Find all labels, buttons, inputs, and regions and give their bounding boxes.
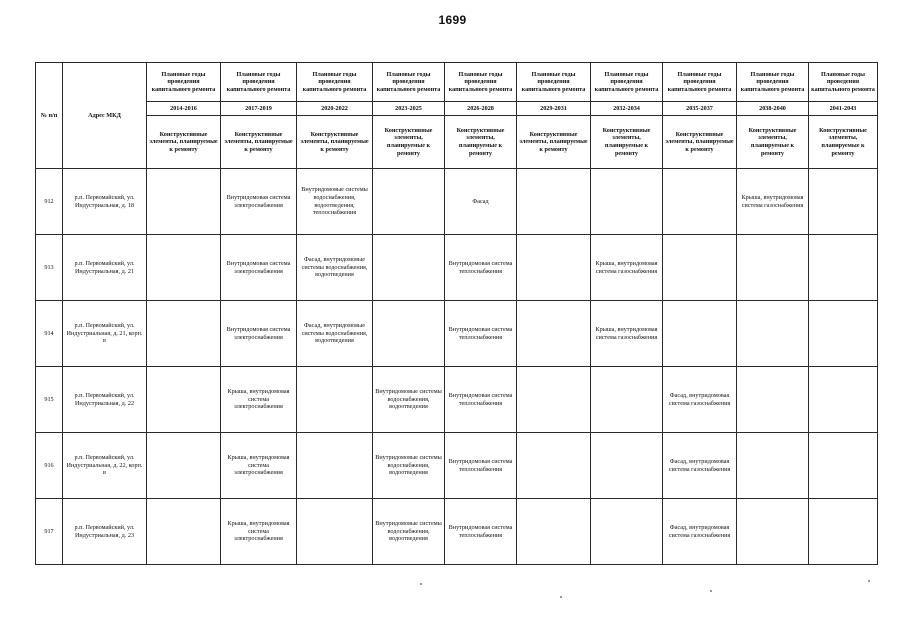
table-cell: [591, 367, 663, 433]
table-cell: Крыша, внутридомовая система электроснабжения: [221, 433, 297, 499]
table-cell: [809, 499, 878, 565]
table-cell: Внутридомовая система теплоснабжения: [445, 301, 517, 367]
period-header: Плановые годы проведения капитального ремонта: [297, 63, 373, 102]
table-cell: [373, 169, 445, 235]
table-cell: [517, 301, 591, 367]
table-cell: Крыша, внутридомовая система газоснабжения: [737, 169, 809, 235]
period-subheader: Конструктивные элементы, планируемые к ремонту: [373, 116, 445, 169]
row-number: 912: [36, 169, 63, 235]
years-row: [36, 102, 878, 116]
row-address: р.п. Первомайский, ул. Индустриальная, д. 21, корп. в: [63, 301, 147, 367]
table-cell: [737, 301, 809, 367]
table-cell: [517, 235, 591, 301]
table-cell: Крыша, внутридомовая система электроснабжения: [221, 499, 297, 565]
table-cell: [517, 169, 591, 235]
period-header: Плановые годы проведения капитального ремонта: [591, 63, 663, 102]
table-cell: Внутридомовые системы водоснабжения, водоотведения: [373, 433, 445, 499]
table-cell: Фасад, внутридомовые системы водоснабжения, водоотведения: [297, 301, 373, 367]
period-subheader: Конструктивные элементы, планируемые к ремонту: [445, 116, 517, 169]
table-cell: Внутридомовая система теплоснабжения: [445, 499, 517, 565]
table-cell: [297, 499, 373, 565]
table-cell: [591, 499, 663, 565]
row-number: 915: [36, 367, 63, 433]
subheader-row: [36, 116, 878, 169]
period-header: Плановые годы проведения капитального ремонта: [737, 63, 809, 102]
table-cell: Фасад: [445, 169, 517, 235]
table-cell: [737, 367, 809, 433]
period-years: 2029-2031: [517, 102, 591, 116]
row-address: р.п. Первомайский, ул. Индустриальная, д. 21: [63, 235, 147, 301]
period-subheader: Конструктивные элементы, планируемые к ремонту: [737, 116, 809, 169]
table-cell: [373, 301, 445, 367]
table-cell: Крыша, внутридомовая система газоснабжения: [591, 235, 663, 301]
table-cell: Фасад, внутридомовая система газоснабжения: [663, 367, 737, 433]
capital-repair-table: [35, 62, 878, 565]
table-row: [36, 301, 878, 367]
table-cell: [737, 433, 809, 499]
table-cell: [809, 169, 878, 235]
table-cell: [737, 499, 809, 565]
table-cell: [147, 367, 221, 433]
table-cell: [297, 433, 373, 499]
period-header: Плановые годы проведения капитального ремонта: [663, 63, 737, 102]
period-years: 2026-2028: [445, 102, 517, 116]
table-cell: [663, 235, 737, 301]
table-cell: Внутридомовая система теплоснабжения: [445, 367, 517, 433]
table-cell: Внутридомовые системы водоснабжения, водоотведения: [373, 367, 445, 433]
table-cell: [517, 367, 591, 433]
table-cell: [663, 301, 737, 367]
table-row: [36, 169, 878, 235]
table-cell: [147, 499, 221, 565]
period-header: Плановые годы проведения капитального ремонта: [147, 63, 221, 102]
period-header: Плановые годы проведения капитального ремонта: [517, 63, 591, 102]
row-number: 917: [36, 499, 63, 565]
table-cell: Внутридомовая система электроснабжения: [221, 301, 297, 367]
table-cell: Внутридомовая система теплоснабжения: [445, 433, 517, 499]
period-header: Плановые годы проведения капитального ремонта: [445, 63, 517, 102]
table-cell: Крыша, внутридомовая система газоснабжения: [591, 301, 663, 367]
period-years: 2017-2019: [221, 102, 297, 116]
table-cell: [147, 169, 221, 235]
col-header-number: № п/п: [36, 63, 63, 169]
table-cell: [373, 235, 445, 301]
period-subheader: Конструктивные элементы, планируемые к ремонту: [147, 116, 221, 169]
header-row: [36, 63, 878, 102]
scan-speck: [710, 590, 712, 592]
col-header-address: Адрес МКД: [63, 63, 147, 169]
table-cell: Внутридомовая система теплоснабжения: [445, 235, 517, 301]
period-years: 2020-2022: [297, 102, 373, 116]
table-cell: [147, 433, 221, 499]
table-row: [36, 499, 878, 565]
row-address: р.п. Первомайский, ул. Индустриальная, д. 22: [63, 367, 147, 433]
period-subheader: Конструктивные элементы, планируемые к ремонту: [221, 116, 297, 169]
table-cell: Внутридомовые системы водоснабжения, водоотведения: [373, 499, 445, 565]
table-cell: Внутридомовая система электроснабжения: [221, 169, 297, 235]
table-cell: Внутридомовые системы водоснабжения, водоотведения, теплоснабжения: [297, 169, 373, 235]
table-cell: [591, 433, 663, 499]
table-cell: [809, 235, 878, 301]
row-number: 916: [36, 433, 63, 499]
period-subheader: Конструктивные элементы, планируемые к ремонту: [591, 116, 663, 169]
page-number: 1699: [438, 13, 467, 27]
scan-speck: [868, 580, 870, 582]
table-cell: [147, 235, 221, 301]
period-years: 2014-2016: [147, 102, 221, 116]
table-cell: [517, 499, 591, 565]
table-cell: Фасад, внутридомовая система газоснабжения: [663, 499, 737, 565]
table-cell: Крыша, внутридомовая система электроснабжения: [221, 367, 297, 433]
table-cell: [297, 367, 373, 433]
row-number: 913: [36, 235, 63, 301]
period-years: 2023-2025: [373, 102, 445, 116]
period-header: Плановые годы проведения капитального ремонта: [373, 63, 445, 102]
period-years: 2035-2037: [663, 102, 737, 116]
table-cell: [809, 301, 878, 367]
table-cell: Внутридомовая система электроснабжения: [221, 235, 297, 301]
period-subheader: Конструктивные элементы, планируемые к ремонту: [517, 116, 591, 169]
period-subheader: Конструктивные элементы, планируемые к ремонту: [663, 116, 737, 169]
table-cell: Фасад, внутридомовая система газоснабжения: [663, 433, 737, 499]
table-cell: [737, 235, 809, 301]
row-address: р.п. Первомайский, ул. Индустриальная, д. 18: [63, 169, 147, 235]
period-years: 2032-2034: [591, 102, 663, 116]
period-subheader: Конструктивные элементы, планируемые к ремонту: [297, 116, 373, 169]
scan-speck: [420, 583, 422, 585]
table-row: [36, 235, 878, 301]
table-cell: [663, 169, 737, 235]
row-address: р.п. Первомайский, ул. Индустриальная, д. 23: [63, 499, 147, 565]
period-subheader: Конструктивные элементы, планируемые к ремонту: [809, 116, 878, 169]
period-header: Плановые годы проведения капитального ремонта: [809, 63, 878, 102]
period-years: 2041-2043: [809, 102, 878, 116]
scan-speck: [560, 596, 562, 598]
table-cell: [809, 433, 878, 499]
table-cell: [809, 367, 878, 433]
period-years: 2038-2040: [737, 102, 809, 116]
table-row: [36, 433, 878, 499]
table-cell: Фасад, внутридомовые системы водоснабжения, водоотведения: [297, 235, 373, 301]
table-cell: [147, 301, 221, 367]
table-row: [36, 367, 878, 433]
period-header: Плановые годы проведения капитального ремонта: [221, 63, 297, 102]
table-cell: [517, 433, 591, 499]
table-cell: [591, 169, 663, 235]
row-number: 914: [36, 301, 63, 367]
row-address: р.п. Первомайский, ул. Индустриальная, д. 22, корп. в: [63, 433, 147, 499]
